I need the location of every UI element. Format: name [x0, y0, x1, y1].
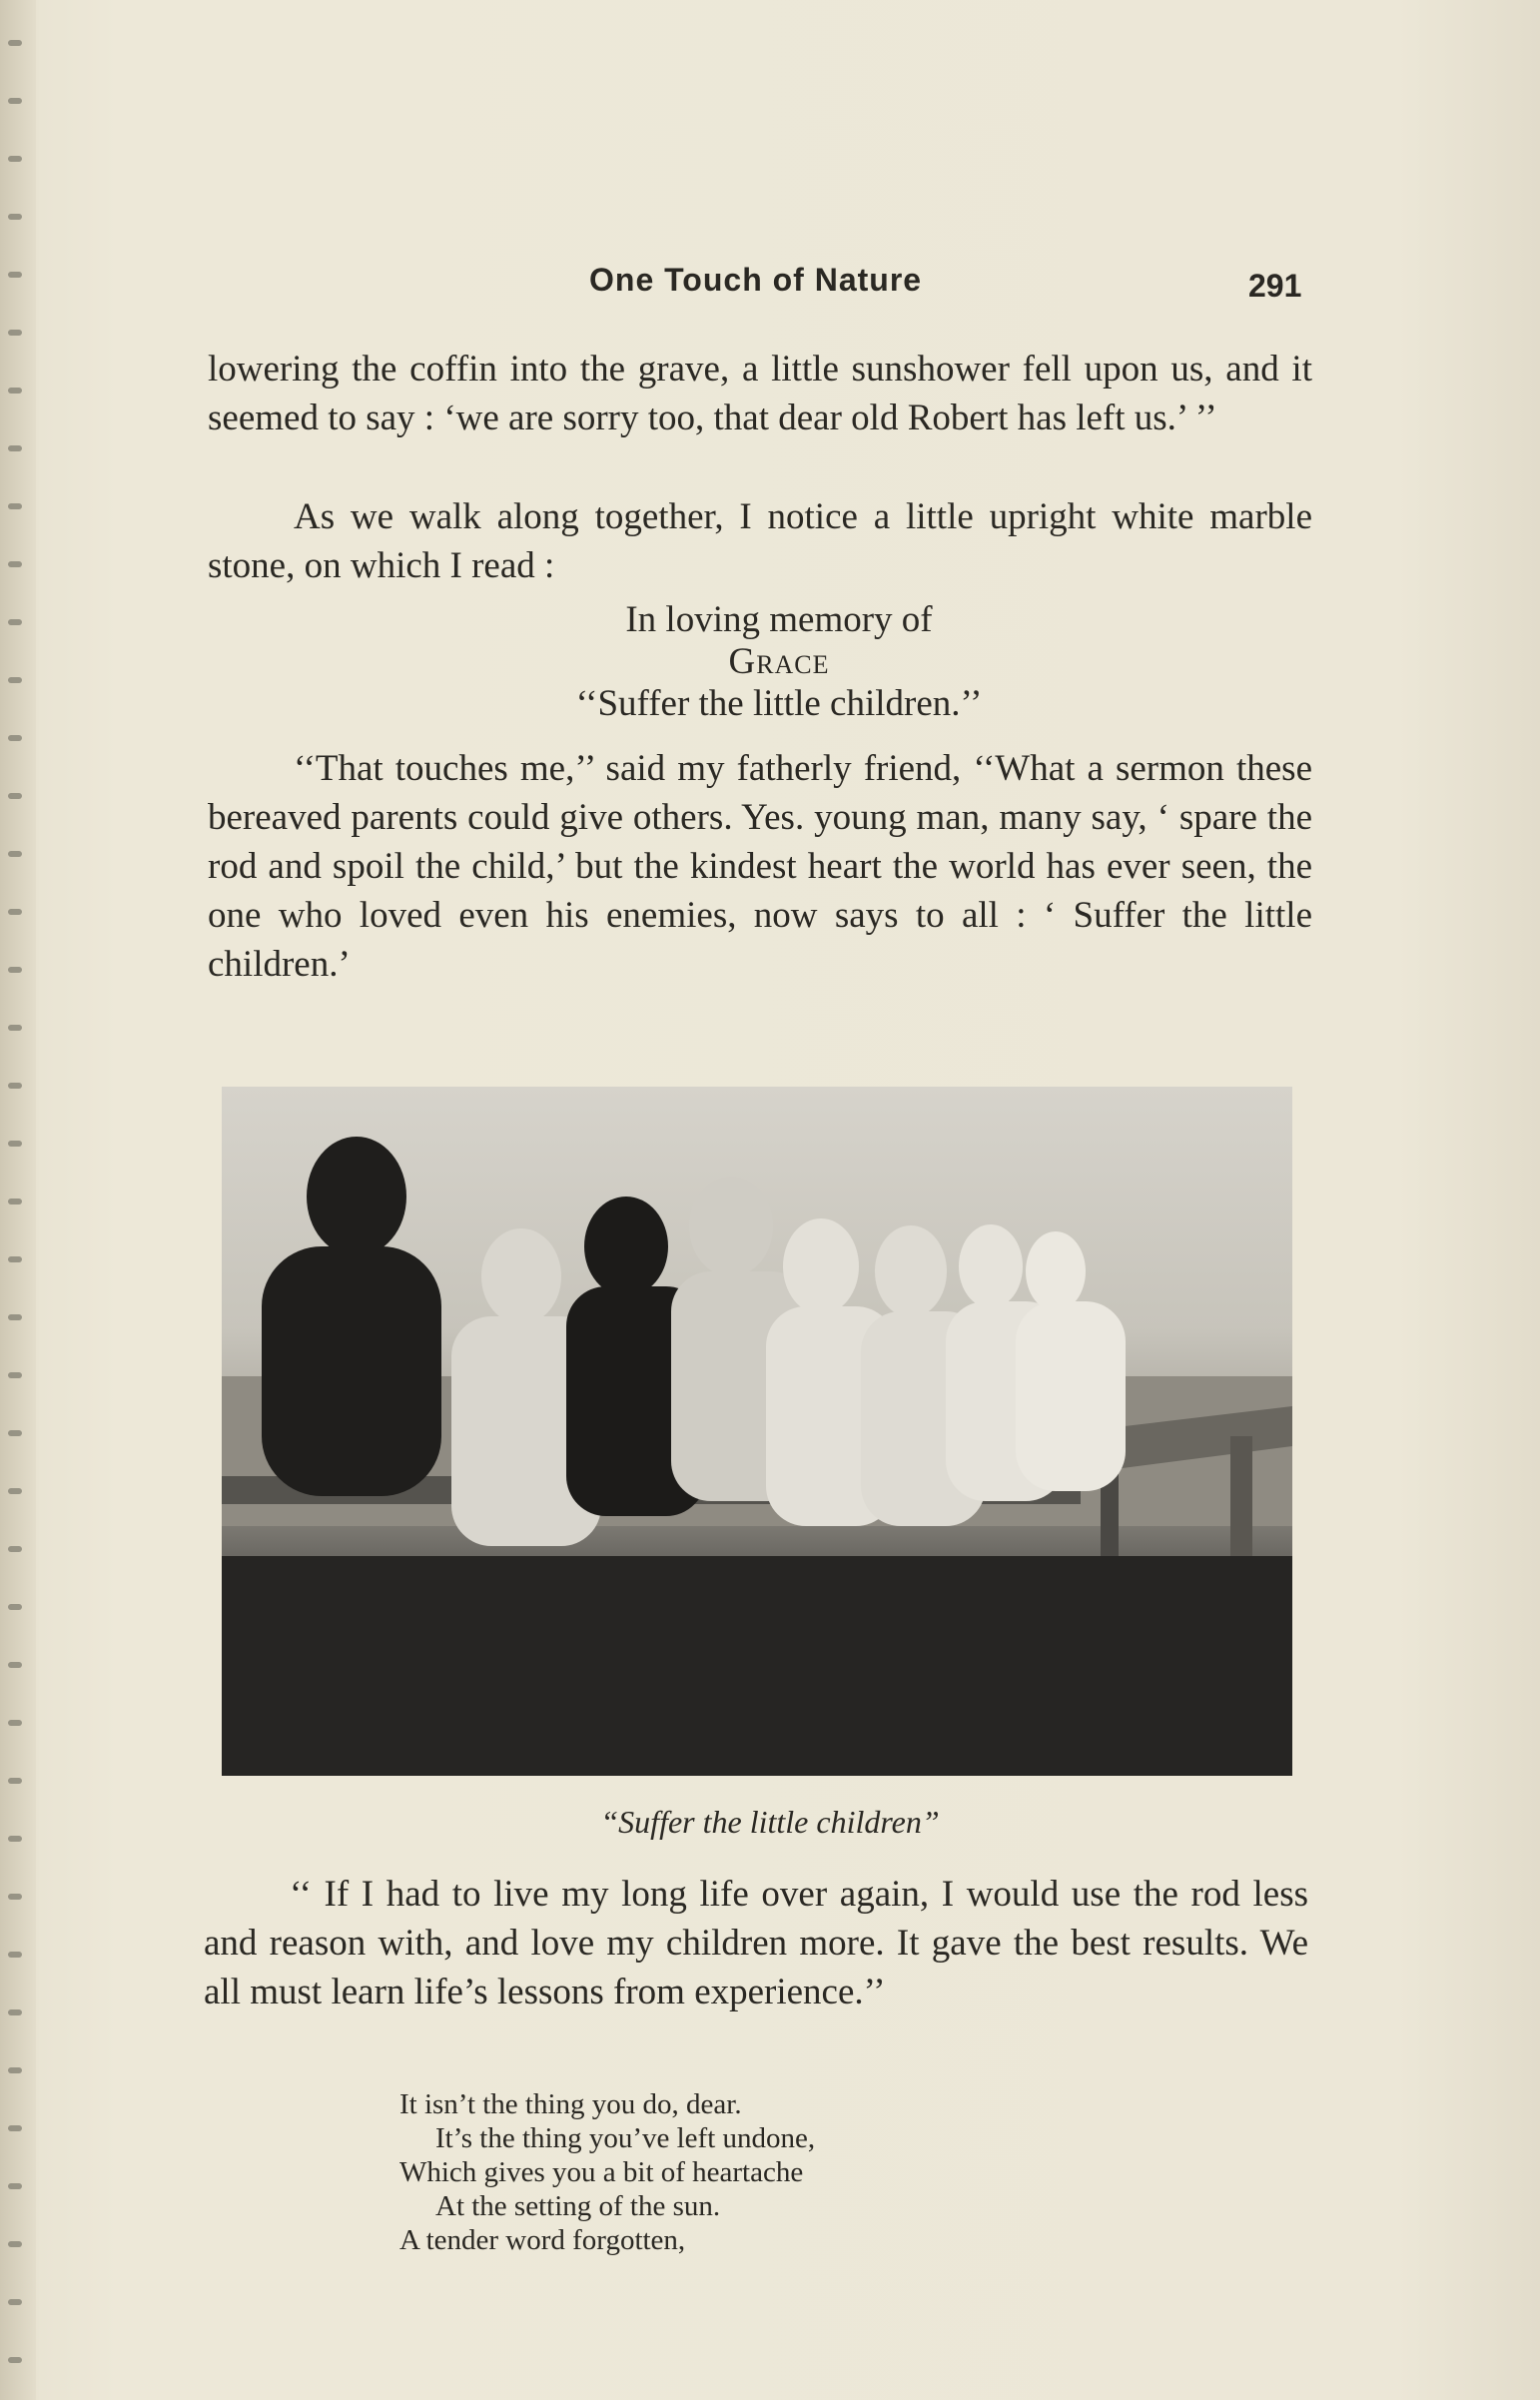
binding-hole	[8, 1430, 22, 1436]
binding-hole	[8, 1546, 22, 1552]
binding-hole	[8, 1083, 22, 1089]
binding-hole	[8, 1778, 22, 1784]
photo-caption: “Suffer the little children”	[600, 1804, 940, 1840]
running-head: One Touch of Nature	[589, 262, 923, 298]
poem-line: It isn’t the thing you do, dear.	[399, 2088, 742, 2120]
paragraph-4: ‘‘ If I had to live my long life over again, I would use the rod less and reason with, and love my children more. It gave the best results. We all must learn life’s lessons from experience.’’	[204, 1874, 1308, 2012]
binding-hole	[8, 1488, 22, 1494]
spiral-binding	[0, 0, 36, 2400]
poem-line: At the setting of the sun.	[435, 2190, 721, 2222]
paragraph-3: ‘‘That touches me,’’ said my fatherly friend, ‘‘What a sermon these bereaved parents could give others. Yes. young man, many say, ‘ spare the rod and spoil the child,’ but the kindest heart the world has ever seen, the one who loved even his enemies, now says to all : ‘ Suffer the little children.’	[208, 748, 1312, 985]
page-number: 291	[1248, 268, 1302, 304]
binding-hole	[8, 2357, 22, 2363]
binding-hole	[8, 1952, 22, 1958]
binding-hole	[8, 2241, 22, 2247]
binding-hole	[8, 2125, 22, 2131]
binding-hole	[8, 851, 22, 857]
gravestone-inscription	[429, 599, 1129, 725]
poem	[399, 2087, 815, 2257]
binding-hole	[8, 330, 22, 336]
children-photograph	[222, 1087, 1292, 1776]
binding-hole	[8, 1256, 22, 1262]
binding-hole	[8, 1199, 22, 1204]
binding-hole	[8, 445, 22, 451]
binding-hole	[8, 1894, 22, 1900]
binding-hole	[8, 2299, 22, 2305]
binding-hole	[8, 1141, 22, 1147]
poem-line: Which gives you a bit of heartache	[399, 2156, 804, 2188]
binding-hole	[8, 1662, 22, 1668]
photo-illustration	[222, 1087, 1292, 1776]
binding-hole	[8, 677, 22, 683]
binding-hole	[8, 1604, 22, 1610]
binding-hole	[8, 2009, 22, 2015]
binding-hole	[8, 503, 22, 509]
binding-hole	[8, 1372, 22, 1378]
binding-hole	[8, 214, 22, 220]
binding-hole	[8, 909, 22, 915]
binding-hole	[8, 1720, 22, 1726]
binding-hole	[8, 2067, 22, 2073]
binding-hole	[8, 619, 22, 625]
binding-hole	[8, 2183, 22, 2189]
binding-hole	[8, 1025, 22, 1031]
inscription-line-1: In loving memory of	[625, 599, 933, 640]
poem-line: A tender word forgotten,	[399, 2224, 686, 2256]
binding-hole	[8, 388, 22, 394]
binding-hole	[8, 793, 22, 799]
inscription-name: Grace	[728, 641, 830, 682]
binding-hole	[8, 272, 22, 278]
binding-hole	[8, 98, 22, 104]
paragraph-1: lowering the coffin into the grave, a little sunshower fell upon us, and it seemed to say : ‘we are sorry too, that dear old Robert has left us.’ ’’	[208, 349, 1312, 438]
binding-hole	[8, 561, 22, 567]
binding-hole	[8, 1314, 22, 1320]
poem-line: It’s the thing you’ve left undone,	[435, 2122, 816, 2154]
inscription-line-3: ‘‘Suffer the little children.’’	[575, 683, 983, 724]
binding-hole	[8, 967, 22, 973]
binding-hole	[8, 40, 22, 46]
binding-hole	[8, 735, 22, 741]
binding-hole	[8, 156, 22, 162]
paragraph-2: As we walk along together, I notice a little upright white marble stone, on which I read :	[208, 496, 1312, 586]
